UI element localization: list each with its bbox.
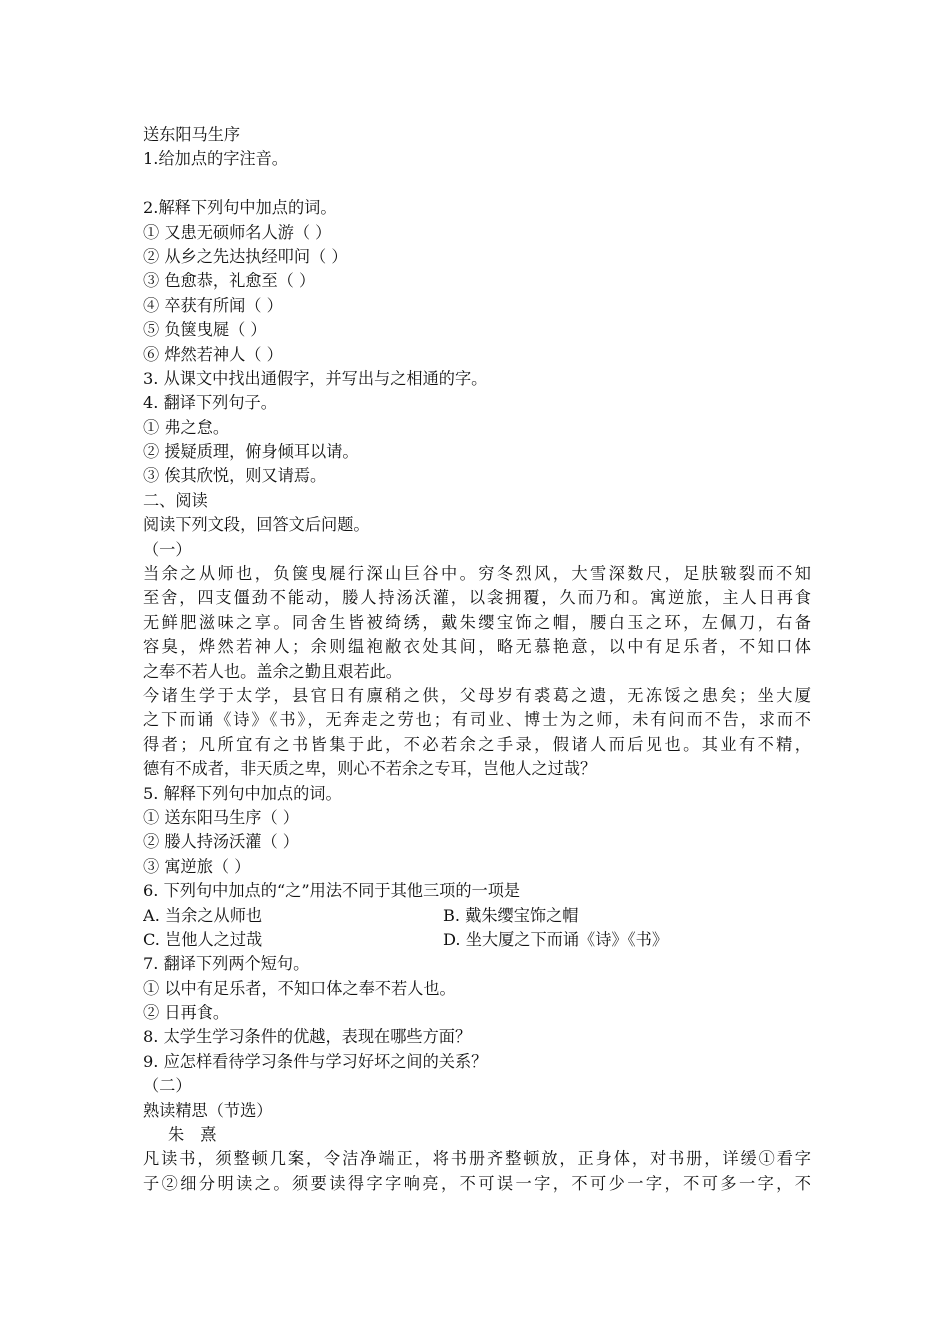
passage-line: 今诸生学于太学，县官日有廪稍之供，父母岁有裘葛之遗，无冻馁之患矣；坐大厦 — [143, 685, 811, 705]
passage-line: 子②细分明读之。须要读得字字响亮，不可误一字，不可少一字，不可多一字，不 — [143, 1173, 811, 1193]
question-2-item: ① 又患无硕师名人游（ ） — [143, 222, 332, 242]
passage-line: 德有不成者，非天质之卑，则心不若余之专耳，岂他人之过哉？ — [143, 759, 597, 779]
question-7-item: ② 日再食。 — [143, 1003, 230, 1023]
blank-line — [143, 172, 811, 196]
question-5-item: ② 媵人持汤沃灌（ ） — [143, 832, 299, 852]
question-7: 7. 翻译下列两个短句。 — [143, 954, 310, 974]
question-5-item: ③ 寓逆旅（ ） — [143, 856, 251, 876]
part-label: （一） — [143, 539, 192, 559]
question-2-item: ④ 卒获有所闻（ ） — [143, 295, 283, 315]
section-heading: 二、阅读 — [143, 490, 208, 510]
passage-line: 容臭，烨然若神人；余则缊袍敝衣处其间，略无慕艳意，以中有足乐者，不知口体 — [143, 637, 811, 657]
question-4-item: ② 援疑质理，俯身倾耳以请。 — [143, 442, 359, 462]
question-4-item: ① 弗之怠。 — [143, 417, 230, 437]
passage-title: 熟读精思（节选） — [143, 1100, 273, 1120]
question-2-item: ⑤ 负箧曳屣（ ） — [143, 320, 267, 340]
passage-line: 至舍，四支僵劲不能动，媵人持汤沃灌，以衾拥覆，久而乃和。寓逆旅，主人日再食 — [143, 588, 811, 608]
passage-line: 之奉不若人也。盖余之勤且艰若此。 — [143, 661, 402, 681]
passage-line: 凡读书，须整顿几案，令洁净端正，将书册齐整顿放，正身体，对书册，详缓①看字 — [143, 1149, 811, 1169]
question-6: 6. 下列句中加点的“之”用法不同于其他三项的一项是 — [143, 881, 521, 901]
part-label: （二） — [143, 1076, 192, 1096]
option-c: C. 岂他人之过哉 — [143, 929, 263, 949]
question-2-item: ⑥ 烨然若神人（ ） — [143, 344, 283, 364]
question-9: 9. 应怎样看待学习条件与学习好坏之间的关系？ — [143, 1051, 488, 1071]
question-8: 8. 太学生学习条件的优越，表现在哪些方面？ — [143, 1027, 472, 1047]
question-2-item: ③ 色愈恭，礼愈至（ ） — [143, 271, 316, 291]
document-title: 送东阳马生序 — [143, 125, 241, 144]
question-6-options-row — [143, 928, 811, 952]
passage-author — [143, 1123, 811, 1147]
question-5-item: ① 送东阳马生序（ ） — [143, 807, 299, 827]
passage-line: 得者；凡所宜有之书皆集于此，不必若余之手录，假诸人而后见也。其业有不精， — [143, 734, 811, 754]
question-7-item: ① 以中有足乐者，不知口体之奉不若人也。 — [143, 978, 456, 998]
question-3: 3. 从课文中找出通假字，并写出与之相通的字。 — [143, 368, 488, 388]
passage-line: 之下而诵《诗》《书》，无奔走之劳也；有司业、博士为之师，未有问而不告，求而不 — [143, 710, 811, 730]
question-2-item: ② 从乡之先达执经叩问（ ） — [143, 246, 348, 266]
option-b: B. 戴朱缨宝饰之帽 — [443, 905, 579, 925]
question-6-options-row — [143, 904, 811, 928]
option-d: D. 坐大厦之下而诵《诗》《书》 — [443, 929, 669, 949]
question-5: 5. 解释下列句中加点的词。 — [143, 783, 342, 803]
question-1: 1.给加点的字注音。 — [143, 149, 288, 169]
author-surname: 朱 — [168, 1125, 185, 1145]
author-given-name: 熹 — [200, 1125, 217, 1145]
reading-instruction: 阅读下列文段，回答文后问题。 — [143, 515, 370, 535]
option-a: A. 当余之从师也 — [143, 905, 263, 925]
question-2: 2.解释下列句中加点的词。 — [143, 198, 337, 218]
passage-line: 无鲜肥滋味之享。同舍生皆被绮绣，戴朱缨宝饰之帽，腰白玉之环，左佩刀，右备 — [143, 612, 811, 632]
question-4: 4. 翻译下列句子。 — [143, 393, 277, 413]
question-4-item: ③ 俟其欣悦，则又请焉。 — [143, 466, 327, 486]
passage-line: 当余之从师也，负箧曳屣行深山巨谷中。穷冬烈风，大雪深数尺，足肤皲裂而不知 — [143, 564, 811, 584]
